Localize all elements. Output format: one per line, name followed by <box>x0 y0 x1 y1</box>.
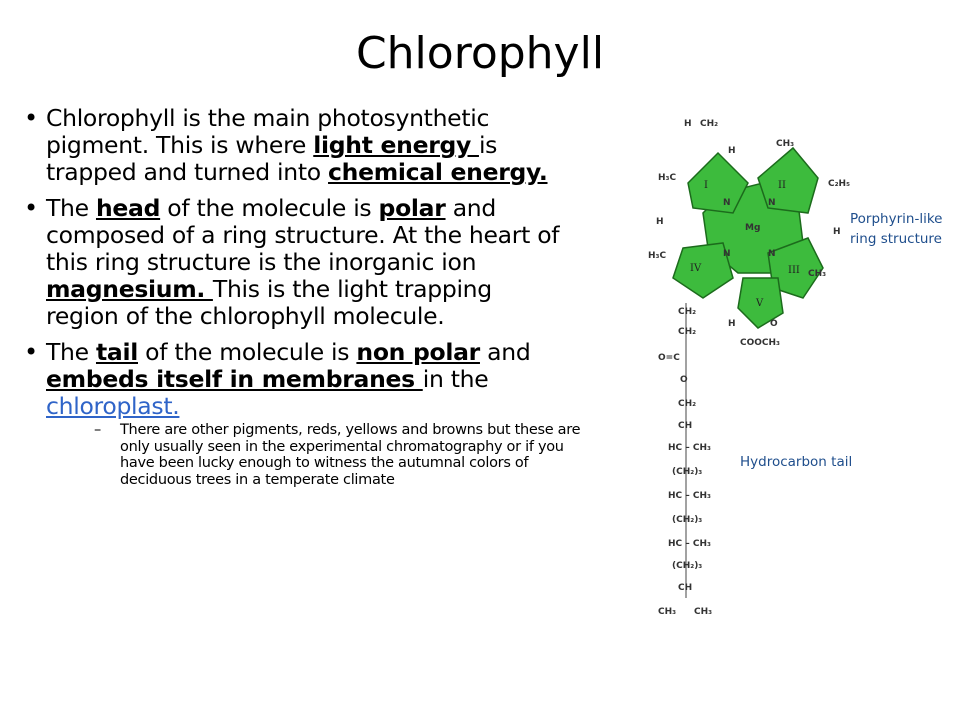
porphyrin-ring <box>673 148 823 328</box>
term-head: head <box>95 194 161 222</box>
group-hc-ch3: HC – CH₃ <box>668 491 711 501</box>
bullet-text: of the molecule is <box>160 194 379 222</box>
porphyrin-label-line2: ring structure <box>850 231 942 247</box>
group-ch2: CH₂ <box>678 327 697 337</box>
group-ch2: CH₂ <box>700 119 719 129</box>
bullet-text: The <box>46 338 96 366</box>
atom-h: H <box>833 227 841 237</box>
bullet-chlorophyll-pigment <box>24 105 569 186</box>
term-chemical-energy: chemical energy. <box>328 158 548 186</box>
ring-ii <box>758 148 818 213</box>
numeral-iii: III <box>788 265 800 276</box>
term-light-energy: light energy <box>313 131 479 159</box>
bullet-tail-nonpolar <box>24 338 581 488</box>
hydrocarbon-tail-label: Hydrocarbon tail <box>740 454 853 470</box>
slide-title: Chlorophyll <box>355 28 605 79</box>
group-ch3: CH₃ <box>694 607 713 617</box>
numeral-i: I <box>704 180 708 191</box>
atom-h: H <box>656 217 664 227</box>
sub-bullet-other-pigments: – There are other pigments, reds, yellows and browns but these are only usually seen in the experimental chromatography or if you have been lucky enough to witness the autumnal colors of deciduous trees in a temperate climate <box>94 422 590 488</box>
atom-h: H <box>684 119 692 129</box>
group-ch: CH <box>678 583 693 593</box>
bullet-text: is trapped and turned into <box>46 131 498 186</box>
group-hc-ch3: HC – CH₃ <box>668 539 711 549</box>
numeral-v: V <box>756 298 764 309</box>
atom-h: H <box>728 319 736 329</box>
chloroplast-link[interactable]: chloroplast. <box>46 392 180 420</box>
tail-atoms <box>658 307 712 617</box>
group-h3c: H₃C <box>658 173 677 183</box>
numeral-iv: IV <box>690 263 702 274</box>
bullet-head-polar <box>24 195 569 330</box>
bullet-text: and <box>479 338 531 366</box>
atom-n: N <box>768 198 776 208</box>
bullet-text: and composed of a ring structure. At the heart of this ring structure is the inorganic ion <box>46 194 560 276</box>
chlorophyll-molecule-diagram <box>628 108 948 628</box>
term-embeds-membranes: embeds itself in membranes <box>46 365 423 393</box>
term-polar: polar <box>378 194 446 222</box>
atom-o: O <box>770 319 778 329</box>
group-ch3: CH₃ <box>658 607 677 617</box>
bullet-text: of the molecule is <box>138 338 357 366</box>
group-h3c: H₃C <box>648 251 667 261</box>
group-ch2: CH₂ <box>678 399 697 409</box>
group-ch2-3: (CH₂)₃ <box>672 467 703 477</box>
bullet-text: Chlorophyll is the main photosynthetic pigment. This is where <box>46 104 490 159</box>
atom-n: N <box>723 249 731 259</box>
group-ch: CH <box>678 421 693 431</box>
group-ch3: CH₃ <box>776 139 795 149</box>
group-cooch3: COOCH₃ <box>740 338 780 348</box>
group-ch2-3: (CH₂)₃ <box>672 561 703 571</box>
term-magnesium: magnesium. <box>46 275 213 303</box>
group-oc: O=C <box>658 353 680 363</box>
term-tail: tail <box>95 338 138 366</box>
bullet-text: The <box>46 194 96 222</box>
group-c2h5: C₂H₅ <box>828 179 851 189</box>
atom-mg: Mg <box>745 223 761 233</box>
group-ch2: CH₂ <box>678 307 697 317</box>
numeral-ii: II <box>778 180 786 191</box>
bullet-text: This is the light trapping region of the chlorophyll molecule. <box>46 275 492 330</box>
group-ch3: CH₃ <box>808 269 827 279</box>
bullet-list <box>24 104 581 497</box>
group-hc-ch3: HC – CH₃ <box>668 443 711 453</box>
atom-n: N <box>723 198 731 208</box>
atom-n: N <box>768 249 776 259</box>
term-non-polar: non polar <box>356 338 480 366</box>
porphyrin-label-line1: Porphyrin-like <box>850 211 943 227</box>
atom-o: O <box>680 375 688 385</box>
atom-h: H <box>728 146 736 156</box>
group-ch2-3: (CH₂)₃ <box>672 515 703 525</box>
bullet-text: in the <box>422 365 489 393</box>
